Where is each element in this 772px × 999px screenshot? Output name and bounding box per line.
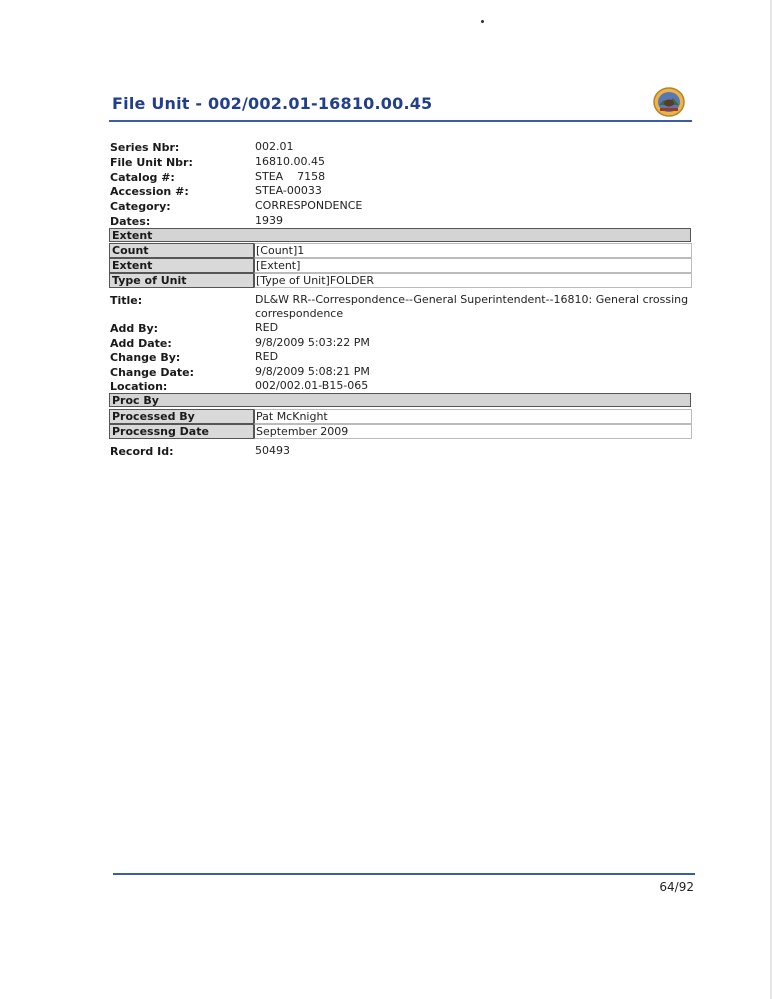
field-category [110,200,692,214]
proc-row-processing-date [109,424,692,439]
field-label: Category: [110,200,171,213]
cell-label [109,273,254,288]
field-dates [110,215,692,229]
field-value: STEA 7158 [255,170,326,183]
section-header-label: Extent [112,229,153,242]
field-file-unit-nbr [110,156,692,170]
page-title: File Unit - 002/002.01-16810.00.45 [112,94,433,113]
section-header-label: Proc By [112,394,159,407]
cell-value-text: [Count]1 [256,244,305,257]
extent-row-type-of-unit [109,273,692,288]
cell-value-text: [Extent] [256,259,301,272]
field-label: Add Date: [110,337,172,350]
scan-speck [481,20,484,23]
cell-label [109,243,254,258]
extent-row-extent [109,258,692,273]
cell-label-text: Extent [112,259,153,272]
field-value: 002/002.01-B15-065 [255,379,369,392]
field-change-date [110,366,692,380]
field-label: Change By: [110,351,181,364]
field-label: Title: [110,294,143,307]
field-label: Record Id: [110,445,174,458]
field-value: 1939 [255,214,283,227]
section-header-proc-by [109,393,691,407]
cell-value [254,243,692,258]
field-record-id [110,445,692,459]
field-label: Add By: [110,322,159,335]
field-location [110,380,692,394]
field-value: RED [255,321,279,334]
cell-label-text: Processng Date [112,425,209,438]
field-add-by [110,322,692,336]
field-series-nbr [110,141,692,155]
cell-label-text: Processed By [112,410,195,423]
field-label: Location: [110,380,168,393]
cell-value [254,424,692,439]
cell-value [254,409,692,424]
cell-value-text: September 2009 [256,425,349,438]
field-value: DL&W RR--Correspondence--General Superintendent--16810: General crossing correspondence [255,293,689,320]
field-value: CORRESPONDENCE [255,199,363,212]
cell-label [109,424,254,439]
field-add-date [110,337,692,351]
field-label: Series Nbr: [110,141,180,154]
field-label: Change Date: [110,366,194,379]
seal-icon [652,86,686,118]
header-rule [109,120,692,122]
field-catalog [110,171,692,185]
field-value: 9/8/2009 5:03:22 PM [255,336,370,349]
field-value: 9/8/2009 5:08:21 PM [255,365,370,378]
field-value: STEA-00033 [255,184,322,197]
cell-value-text: Pat McKnight [256,410,328,423]
field-value: RED [255,350,279,363]
section-header-extent [109,228,691,242]
field-label: File Unit Nbr: [110,156,193,169]
extent-row-count [109,243,692,258]
field-label: Dates: [110,215,151,228]
field-label: Accession #: [110,185,189,198]
cell-label-text: Count [112,244,149,257]
cell-label-text: Type of Unit [112,274,187,287]
cell-value [254,258,692,273]
field-change-by [110,351,692,365]
field-value: 50493 [255,444,290,457]
field-title [110,294,692,322]
cell-value-text: [Type of Unit]FOLDER [256,274,375,287]
cell-label [109,258,254,273]
field-value: 002.01 [255,140,294,153]
cell-label [109,409,254,424]
field-label: Catalog #: [110,171,175,184]
proc-row-processed-by [109,409,692,424]
footer-rule [113,873,695,875]
cell-value [254,273,692,288]
field-value: 16810.00.45 [255,155,325,168]
field-accession [110,185,692,199]
page-number: 64/92 [659,880,694,894]
